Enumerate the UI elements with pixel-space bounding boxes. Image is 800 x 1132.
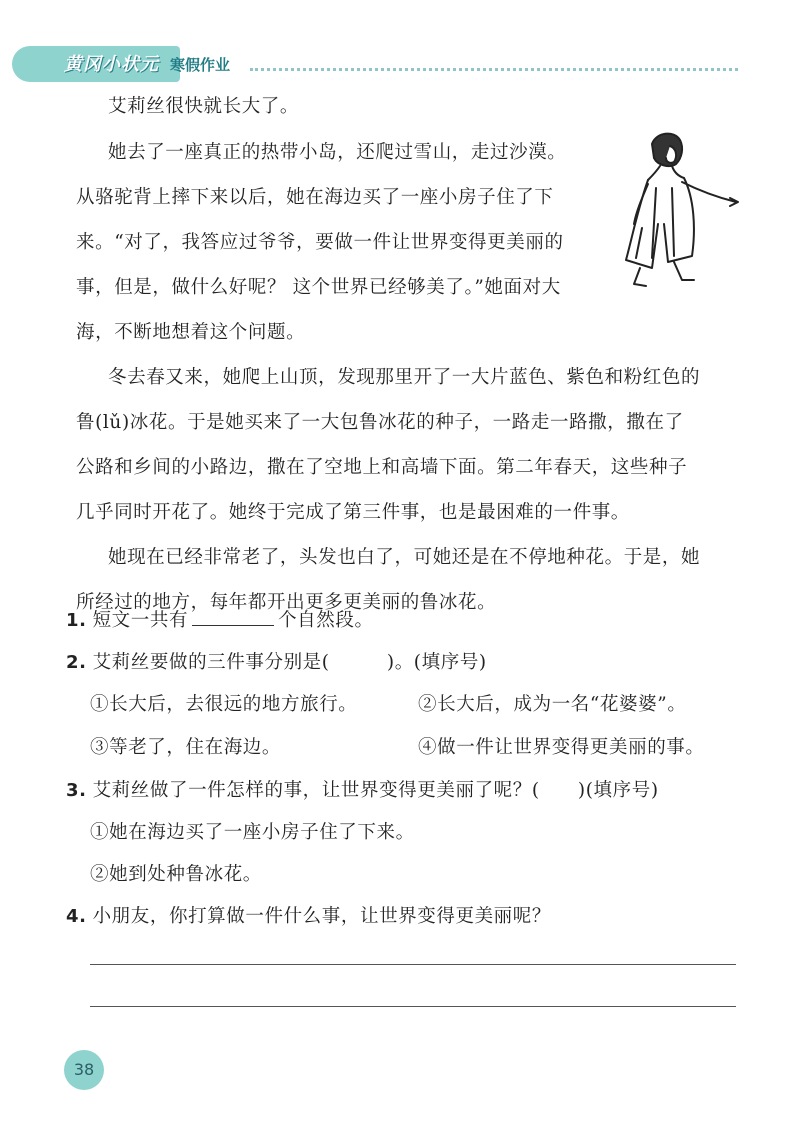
question-text: 短文一共有 (92, 610, 189, 631)
answer-line[interactable] (90, 1006, 736, 1007)
story-line: 她现在已经非常老了，头发也白了，可她还是在不停地种花。于是，她 (108, 547, 701, 568)
page-header (0, 40, 800, 90)
story-line: 事，但是，做什么好呢？ 这个世界已经够美了。”她面对大 (76, 277, 561, 298)
question-number: 3. (66, 780, 87, 801)
page-number: 38 (64, 1050, 104, 1090)
story-line: 鲁(lǔ)冰花。于是她买来了一大包鲁冰花的种子，一路走一路撒，撒在了 (76, 412, 684, 433)
story-line: 几乎同时开花了。她终于完成了第三件事，也是最困难的一件事。 (76, 502, 630, 523)
story-line: 来。“对了，我答应过爷爷，要做一件让世界变得更美丽的 (76, 232, 564, 253)
question-text: 艾莉丝要做的三件事分别是( )。(填序号) (92, 652, 487, 673)
question-4 (66, 902, 551, 928)
question-number: 1. (66, 610, 87, 631)
woman-illustration (612, 128, 742, 290)
story-paragraph-1: 艾莉丝很快就长大了。 (108, 96, 300, 117)
story-line: 所经过的地方，每年都开出更多更美丽的鲁冰花。 (76, 592, 497, 613)
story-line: 冬去春又来，她爬上山顶，发现那里开了一大片蓝色、紫色和粉红色的 (108, 367, 701, 388)
question-text: 个自然段。 (278, 610, 374, 631)
answer-blank[interactable] (192, 607, 274, 626)
option-1: ①她在海边买了一座小房子住了下来。 (90, 822, 415, 843)
question-1 (66, 606, 374, 632)
answer-line[interactable] (90, 964, 736, 965)
question-number: 4. (66, 906, 87, 927)
option-2: ②长大后，成为一名“花婆婆”。 (418, 694, 687, 715)
story-line: 她去了一座真正的热带小岛，还爬过雪山，走过沙漠。 (108, 142, 567, 163)
question-text: 小朋友，你打算做一件什么事，让世界变得更美丽呢？ (92, 906, 551, 927)
header-title: 寒假作业 (170, 56, 231, 74)
story-line: 公路和乡间的小路边，撒在了空地上和高墙下面。第二年春天，这些种子 (76, 457, 688, 478)
story-line: 从骆驼背上摔下来以后，她在海边买了一座小房子住了下 (76, 187, 554, 208)
story-line: 海，不断地想着这个问题。 (76, 322, 306, 343)
option-2: ②她到处种鲁冰花。 (90, 864, 262, 885)
question-text: 艾莉丝做了一件怎样的事，让世界变得更美丽了呢？( )(填序号) (92, 780, 659, 801)
option-3: ③等老了，住在海边。 (90, 737, 282, 758)
option-1: ①长大后，去很远的地方旅行。 (90, 694, 358, 715)
question-3 (66, 776, 659, 802)
brand-logo: 黄冈小状元 (64, 54, 159, 75)
header-divider (250, 68, 738, 71)
question-2 (66, 648, 487, 674)
question-number: 2. (66, 652, 87, 673)
option-4: ④做一件让世界变得更美丽的事。 (418, 737, 705, 758)
